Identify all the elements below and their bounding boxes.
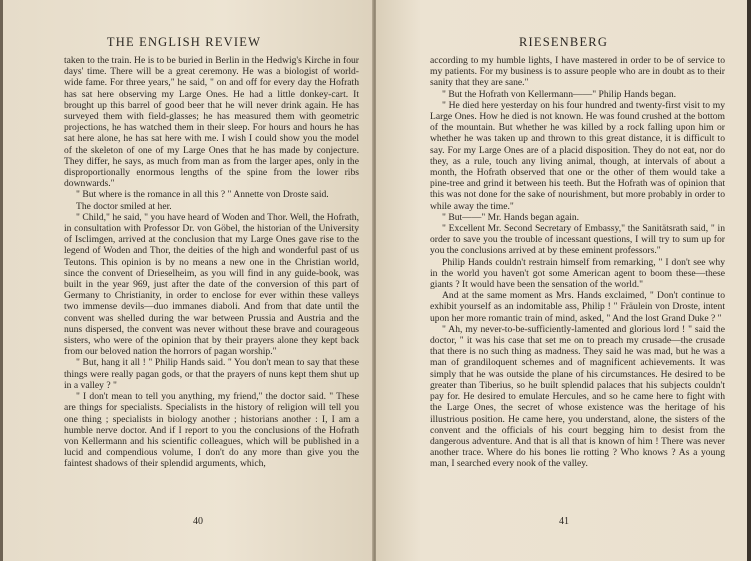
paragraph: " I don't mean to tell you anything, my friend," the doctor said. " These are things for specialists. Specialists in the history of religion will tell you one thing ; specialists in biology another ; historians another : I, I am a humble nerve doctor. And if I report to you the conclusions of the Hofrath von Kellermann and his scientific colleagues, which will be published in a lucid and compendious volume, I don't do any more than give you the faintest shadows of their splendid arguments, which, [64, 391, 359, 470]
left-page-text [64, 55, 359, 470]
paragraph: Philip Hands couldn't restrain himself from remarking, " I don't see why in the world you haven't got some American agent to boom these—these giants ? It would have been the sensation of the world." [430, 256, 725, 291]
right-running-head: RIESENBERG [518, 35, 609, 49]
paragraph: " Excellent Mr. Second Secretary of Embassy," the Sanitätsrath said, " in order to save you the trouble of incessant questions, I will try to sum up for you the conclusions arrived at by these eminent professors." [430, 223, 725, 257]
right-page-number: 41 [559, 516, 569, 527]
paragraph: " But where is the romance in all this ? " Annette von Droste said. [76, 189, 329, 201]
paragraph: " He died here yesterday on his four hundred and twenty-first visit to my Large Ones. How he died is not known. He was found crushed at the bottom of the mountain. But whether he was killed by a rock falling upon him or whether he was taken up and thrown to this great distance, it is difficult to say. For my Large Ones are of a placid disposition. They do not eat, nor do they, as a rule, touch any living animal, though, at intervals of about a month, the Hofrath observed that one or the other of them would take a pine-tree and grind it between his teeth. But the Hofrath was of opinion that this was not done for the sake of nourishment, but more probably in order to while away the time." [430, 99, 725, 212]
left-page [0, 0, 374, 561]
paragraph: The doctor smiled at her. [76, 200, 172, 212]
left-running-head: THE ENGLISH REVIEW [106, 35, 262, 49]
paragraph: " But——" Mr. Hands began again. [442, 211, 580, 223]
paragraph: " Ah, my never-to-be-sufficiently-lamented and glorious lord ! " said the doctor, " it was his case that set me on to preach my crusade—the crusade that there is no such thing as madness. They said he was mad, but he was a man of grandiloquent schemes and of magnificent achievements. It was simply that he was outside the plane of his circumstances. He desired to be greater than Tiberius, so he built splendid palaces that his subjects couldn't pay for. He desired to emulate Hercules, and so he came here to fight with the Large Ones, the secret of whose existence was the heritage of his illustrious position. He came here, you understand, alone, the sisters of the convent and the officials of his court begging him to desist from the dangerous adventure. And that is all that is known of him ! There was never another trace. Where do his bones lie rotting ? Who knows ? As a young man, I searched every nook of the valley. [430, 323, 725, 470]
left-page-edge [0, 0, 3, 561]
paragraph: " Child," he said, " you have heard of Woden and Thor. Well, the Hofrath, in consultation with Professor Dr. von Göbel, the historian of the University of Isclimgen, arrived at the conclusion that my Large Ones gave rise to the legend of Woden and Thor, the deities of the high and wonderful past of us Teutons. This opinion is by no means a new one in the Christian world, since the convent of Drieselheim, as you will find in any guide-book, was built in the year 969, just after the date of the conversion of this part of Germany to Christianity, in order to enclose for ever within these valleys two immense devils—duo immanes diaboli. And from that date until the convent was shelled during the war between Prussia and Austria and the nuns dispersed, the convent was never without these brave and courageous sisters, who were of the opinion that by their prayers alone they kept back from our beloved nation the horrors of pagan worship." [64, 211, 359, 358]
paragraph: taken to the train. He is to be buried in Berlin in the Hedwig's Kirche in four days' time. There will be a great ceremony. He was a biologist of world-wide fame. For three years," he said, " on and off for every day the Hofrath has sat here observing my Large Ones. He had a little donkey-cart. It brought up this barrel of good beer that he will never drink again. He has surveyed them with field-glasses; he has measured them with geometric projections, he has watched them in their sleep. For hours and hours he has sat here alone, he has sat here with me. I wish I could show you the model of the skeleton of one of my Large Ones that he has made by conjecture. They differ, he says, as much from man as from the larger apes, only in the disproportionally enormous lengths of the spine from the lower ribs downwards." [64, 55, 359, 190]
right-page [376, 0, 751, 561]
paragraph: " But the Hofrath von Kellermann——" Philip Hands began. [442, 88, 677, 100]
paragraph: And at the same moment as Mrs. Hands exclaimed, " Don't continue to exhibit yourself as an indomitable ass, Philip ! " Fräulein von Droste, intent upon her more romantic train of mind, asked, " And the lost Grand Duke ? " [430, 290, 725, 324]
paragraph: according to my humble lights, I have mastered in order to be of service to my patients. For my business is to assure people who are in doubt as to their sanity that they are sane." [430, 55, 725, 89]
right-page-edge [747, 0, 751, 561]
paragraph: " But, hang it all ! " Philip Hands said. " You don't mean to say that these things were really pagan gods, or that the prayers of nuns kept them shut up in a valley ? " [64, 357, 359, 391]
right-page-text [430, 55, 725, 470]
left-page-number: 40 [193, 516, 203, 527]
